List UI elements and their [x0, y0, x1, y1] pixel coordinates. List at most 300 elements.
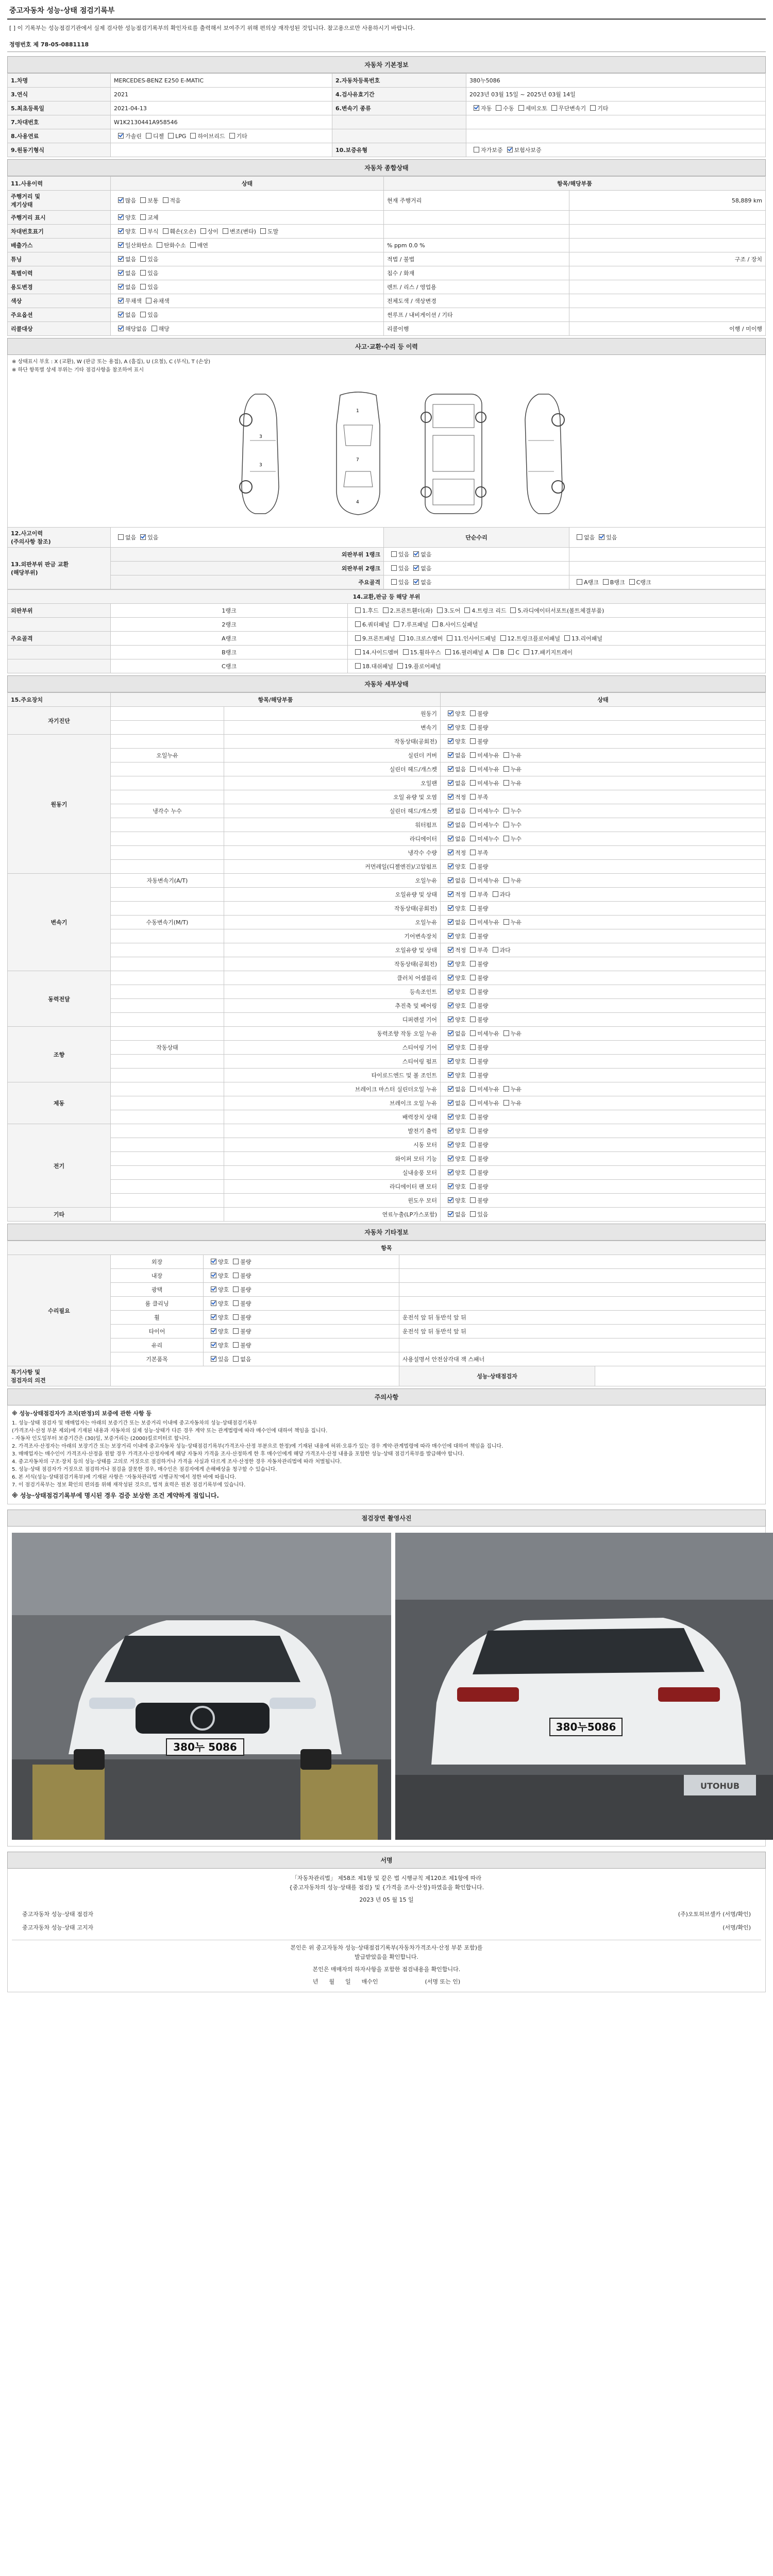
checkbox-label: 과다 [499, 891, 511, 898]
checkbox[interactable] [397, 663, 403, 669]
checkbox[interactable] [432, 621, 438, 627]
checkbox[interactable] [448, 989, 453, 994]
basic-label-2: 4.검사유효기간 [332, 88, 466, 101]
detail-subgroup [111, 1055, 224, 1069]
checkbox[interactable] [470, 961, 476, 967]
checkbox-label: 적음 [170, 197, 181, 204]
svg-text:3: 3 [259, 434, 262, 439]
checkbox[interactable] [355, 663, 361, 669]
checkbox-label: 있음 [398, 565, 410, 572]
detail-subgroup [111, 790, 224, 804]
checkbox[interactable] [448, 947, 453, 953]
detail-subgroup [111, 1194, 224, 1208]
checkbox[interactable] [448, 1086, 453, 1092]
outer-rank-grades [569, 575, 766, 589]
checkbox-label: 있음 [147, 270, 159, 277]
checkbox[interactable] [445, 649, 451, 655]
checkbox[interactable] [470, 933, 476, 939]
detail-subgroup [111, 943, 224, 957]
other-state [204, 1352, 399, 1366]
checkbox[interactable] [448, 1044, 453, 1050]
checkbox[interactable] [470, 1156, 476, 1161]
checkbox[interactable] [157, 242, 162, 248]
checkbox[interactable] [413, 565, 419, 571]
detail-subgroup: 냉각수 누수 [111, 804, 224, 818]
checkbox-label: 18.대쉬패널 [362, 663, 393, 670]
detail-row [8, 1096, 766, 1110]
checkbox[interactable] [470, 1142, 476, 1147]
checkbox[interactable] [448, 1211, 453, 1217]
checkbox[interactable] [118, 270, 124, 276]
general-row [8, 211, 766, 225]
other-extra: 운전석 앞 뒤 동반석 앞 뒤 [399, 1311, 766, 1325]
checkbox[interactable] [503, 780, 509, 786]
checkbox-label: 15.휠하우스 [410, 649, 441, 656]
checkbox[interactable] [140, 312, 146, 317]
seller-label: 중고자동차 성능·상태 고지자 [22, 1924, 94, 1931]
general-row-note [384, 225, 569, 239]
detail-item: 시동 모터 [224, 1138, 441, 1152]
photo-front [12, 1533, 391, 1840]
checkbox[interactable] [448, 1072, 453, 1078]
checkbox[interactable] [448, 1100, 453, 1106]
checkbox[interactable] [629, 579, 635, 585]
detail-subgroup [111, 999, 224, 1013]
checkbox[interactable] [507, 147, 513, 152]
detail-state [441, 1013, 766, 1027]
detail-group: 변속기 [8, 874, 111, 971]
checkbox[interactable] [524, 649, 529, 655]
checkbox[interactable] [470, 919, 476, 925]
checkbox[interactable] [118, 284, 124, 290]
checkbox[interactable] [464, 607, 470, 613]
other-state [204, 1255, 399, 1269]
checkbox[interactable] [140, 197, 146, 203]
checkbox[interactable] [448, 780, 453, 786]
checkbox[interactable] [383, 607, 389, 613]
basic-label-2: 6.변속기 종류 [332, 101, 466, 115]
checkbox[interactable] [260, 228, 266, 234]
checkbox-label: 양호 [455, 975, 466, 981]
basic-label: 9.원동기형식 [8, 143, 111, 157]
checkbox[interactable] [448, 1197, 453, 1203]
checkbox[interactable] [470, 1003, 476, 1008]
checkbox[interactable] [118, 242, 124, 248]
checkbox[interactable] [448, 850, 453, 855]
checkbox[interactable] [448, 822, 453, 827]
detail-row [8, 721, 766, 735]
checkbox[interactable] [140, 228, 146, 234]
outer-rank-label: 주요골격 [111, 575, 384, 589]
checkbox[interactable] [518, 105, 524, 111]
checkbox[interactable] [233, 1314, 239, 1320]
checkbox[interactable] [437, 607, 443, 613]
checkbox[interactable] [448, 1114, 453, 1120]
checkbox-label: 없음 [421, 565, 432, 572]
checkbox[interactable] [470, 1128, 476, 1133]
checkbox[interactable] [503, 808, 509, 814]
checkbox-label: 불량 [477, 975, 489, 981]
checkbox[interactable] [470, 724, 476, 730]
checkbox[interactable] [211, 1259, 216, 1264]
checkbox[interactable] [448, 863, 453, 869]
checkbox[interactable] [503, 877, 509, 883]
checkbox[interactable] [448, 794, 453, 800]
checkbox[interactable] [470, 1170, 476, 1175]
outer-rank-row [8, 548, 766, 562]
checkbox[interactable] [118, 228, 124, 234]
checkbox[interactable] [118, 214, 124, 220]
checkbox[interactable] [503, 1086, 509, 1092]
checkbox[interactable] [448, 919, 453, 925]
opinion-value [111, 1366, 399, 1386]
basic-label-2 [332, 115, 466, 129]
checkbox[interactable] [474, 147, 479, 152]
checkbox-label: 양호 [455, 1197, 466, 1204]
checkbox-label: 미세누유 [477, 780, 499, 787]
checkbox[interactable] [448, 738, 453, 744]
checkbox[interactable] [448, 1003, 453, 1008]
checkbox-label: 누유 [510, 1086, 522, 1093]
checkbox[interactable] [448, 1030, 453, 1036]
general-state-table [7, 176, 766, 336]
legend-line-1: ※ 상태표시 부호 : X (교환), W (판금 또는 용접), A (흠집), U (요철), C (부식), T (손상) [12, 359, 211, 365]
checkbox[interactable] [577, 534, 582, 540]
detail-item: 추진축 및 베어링 [224, 999, 441, 1013]
checkbox[interactable] [564, 635, 570, 641]
checkbox-label: 없음 [421, 579, 432, 586]
checkbox[interactable] [470, 752, 476, 758]
checkbox-label: 미세누유 [477, 1030, 499, 1037]
detail-subgroup [111, 721, 224, 735]
outer-rank-grades [569, 548, 766, 562]
checkbox[interactable] [448, 724, 453, 730]
checkbox[interactable] [448, 1016, 453, 1022]
checkbox[interactable] [474, 105, 479, 111]
checkbox[interactable] [470, 822, 476, 827]
checkbox-label: 양호 [455, 724, 466, 731]
checkbox[interactable] [470, 1183, 476, 1189]
checkbox[interactable] [146, 133, 152, 139]
general-row [8, 239, 766, 252]
checkbox[interactable] [233, 1286, 239, 1292]
checkbox[interactable] [448, 961, 453, 967]
checkbox-label: 있음 [477, 1211, 489, 1218]
detail-row [8, 1082, 766, 1096]
detail-subgroup: 수동변속기(M/T) [111, 916, 224, 929]
checkbox[interactable] [448, 877, 453, 883]
checkbox[interactable] [470, 975, 476, 980]
checkbox[interactable] [448, 891, 453, 897]
checkbox-label: 불량 [240, 1273, 251, 1279]
checkbox[interactable] [470, 905, 476, 911]
checkbox-label: 없음 [125, 534, 137, 541]
parts-group [8, 659, 111, 673]
checkbox[interactable] [211, 1342, 216, 1348]
checkbox[interactable] [118, 133, 124, 139]
other-state [204, 1283, 399, 1297]
checkbox[interactable] [470, 1100, 476, 1106]
checkbox[interactable] [211, 1356, 216, 1362]
checkbox[interactable] [470, 1114, 476, 1120]
checkbox[interactable] [118, 298, 124, 303]
checkbox[interactable] [470, 738, 476, 744]
checkbox-label: 누유 [510, 752, 522, 759]
checkbox[interactable] [503, 766, 509, 772]
detail-state [441, 999, 766, 1013]
general-row-note: 렌트 / 리스 / 영업용 [384, 280, 569, 294]
checkbox[interactable] [140, 214, 146, 220]
section-basic-header: 자동차 기본정보 [7, 56, 766, 73]
checkbox[interactable] [355, 635, 361, 641]
checkbox-label: 양호 [455, 863, 466, 870]
general-row [8, 191, 766, 211]
detail-row [8, 804, 766, 818]
checkbox-label: 4.트렁크 리드 [472, 607, 507, 614]
checkbox[interactable] [577, 579, 582, 585]
checkbox-label: 양호 [455, 1003, 466, 1009]
checkbox[interactable] [140, 270, 146, 276]
checkbox[interactable] [211, 1273, 216, 1278]
car-rear-photo [395, 1533, 773, 1840]
detail-row [8, 1124, 766, 1138]
other-state [204, 1338, 399, 1352]
detail-row [8, 1194, 766, 1208]
checkbox[interactable] [503, 1100, 509, 1106]
parts-group: 주요골격 [8, 632, 111, 646]
checkbox[interactable] [448, 752, 453, 758]
parts-head-row [8, 590, 766, 604]
checkbox[interactable] [140, 256, 146, 262]
checkbox[interactable] [470, 863, 476, 869]
opinion-label: 특기사항 및 점검자의 의견 [8, 1366, 111, 1386]
basic-label: 5.최초등록일 [8, 101, 111, 115]
general-row-label: 특별이력 [8, 266, 111, 280]
car-diagram-area [7, 378, 766, 527]
state-label: 성능·상태점검자 [399, 1366, 595, 1386]
general-row-state [111, 322, 384, 336]
checkbox-label: 양호 [218, 1259, 229, 1265]
checkbox[interactable] [493, 947, 498, 953]
checkbox[interactable] [448, 1142, 453, 1147]
checkbox[interactable] [229, 133, 235, 139]
checkbox[interactable] [510, 607, 516, 613]
checkbox-label: 1.후드 [362, 607, 379, 614]
checkbox[interactable] [233, 1342, 239, 1348]
checkbox[interactable] [503, 752, 509, 758]
checkbox[interactable] [447, 635, 452, 641]
checkbox[interactable] [503, 919, 509, 925]
outer-rank-label: 외판부위 2랭크 [111, 562, 384, 575]
checkbox[interactable] [140, 534, 146, 540]
checkbox-label: 없음 [455, 752, 466, 759]
checkbox[interactable] [470, 766, 476, 772]
checkbox[interactable] [470, 1030, 476, 1036]
checkbox[interactable] [448, 933, 453, 939]
checkbox[interactable] [118, 312, 124, 317]
checkbox[interactable] [448, 766, 453, 772]
checkbox[interactable] [493, 891, 498, 897]
checkbox[interactable] [448, 710, 453, 716]
general-row-state [111, 225, 384, 239]
detail-state [441, 832, 766, 846]
checkbox[interactable] [399, 635, 405, 641]
checkbox[interactable] [448, 1170, 453, 1175]
checkbox[interactable] [599, 534, 604, 540]
registration-number-label: 정령번호 제 [9, 41, 39, 48]
basic-label-2 [332, 129, 466, 143]
general-row-note: % ppm 0.0 % [384, 239, 569, 252]
checkbox[interactable] [470, 947, 476, 953]
checkbox[interactable] [500, 635, 506, 641]
checkbox[interactable] [118, 534, 124, 540]
checkbox[interactable] [190, 133, 196, 139]
checkbox[interactable] [470, 836, 476, 841]
basic-value-2 [466, 101, 766, 115]
general-row-label: 주행거리 및 계기상태 [8, 191, 111, 211]
checkbox[interactable] [394, 621, 399, 627]
checkbox[interactable] [448, 1128, 453, 1133]
checkbox[interactable] [448, 836, 453, 841]
checkbox[interactable] [448, 1058, 453, 1064]
checkbox[interactable] [496, 105, 501, 111]
detail-state [441, 721, 766, 735]
parts-title: 14.교환,판금 등 해당 부위 [8, 590, 766, 604]
detail-group: 원동기 [8, 735, 111, 874]
checkbox[interactable] [403, 649, 409, 655]
checkbox[interactable] [551, 105, 557, 111]
general-row-note [384, 211, 569, 225]
checkbox[interactable] [470, 710, 476, 716]
checkbox[interactable] [470, 794, 476, 800]
general-row-state [111, 308, 384, 322]
checkbox[interactable] [152, 326, 157, 331]
detail-state [441, 1124, 766, 1138]
checkbox[interactable] [470, 780, 476, 786]
checkbox[interactable] [391, 551, 397, 557]
checkbox[interactable] [118, 326, 124, 331]
checkbox[interactable] [355, 649, 361, 655]
checkbox[interactable] [508, 649, 514, 655]
checkbox[interactable] [140, 284, 146, 290]
checkbox-label: 무채색 [125, 298, 142, 304]
checkbox[interactable] [470, 850, 476, 855]
detail-group: 자기진단 [8, 707, 111, 735]
checkbox[interactable] [503, 836, 509, 841]
checkbox[interactable] [470, 1058, 476, 1064]
general-row-value [569, 211, 766, 225]
checkbox[interactable] [448, 808, 453, 814]
checkbox[interactable] [413, 579, 419, 585]
checkbox[interactable] [470, 877, 476, 883]
accident-label: 12.사고이력 (주의사항 참조) [8, 528, 111, 548]
checkbox[interactable] [391, 565, 397, 571]
basic-label: 8.사용연료 [8, 129, 111, 143]
checkbox[interactable] [233, 1328, 239, 1334]
checkbox-label: 하이브리드 [197, 133, 225, 140]
receipt-line-2: 발급받았음을 확인합니다. [355, 1954, 418, 1960]
detail-row [8, 1027, 766, 1041]
checkbox[interactable] [448, 1156, 453, 1161]
checkbox[interactable] [163, 197, 169, 203]
checkbox[interactable] [470, 1086, 476, 1092]
checkbox-label: 불량 [240, 1259, 251, 1265]
checkbox[interactable] [391, 579, 397, 585]
checkbox[interactable] [470, 1044, 476, 1050]
checkbox[interactable] [470, 1211, 476, 1217]
parts-rank: A랭크 [111, 632, 348, 646]
checkbox[interactable] [503, 822, 509, 827]
checkbox[interactable] [233, 1259, 239, 1264]
detail-subgroup [111, 1180, 224, 1194]
checkbox[interactable] [503, 1030, 509, 1036]
checkbox[interactable] [448, 975, 453, 980]
checkbox[interactable] [223, 228, 228, 234]
general-row-label: 리콜대상 [8, 322, 111, 336]
checkbox[interactable] [211, 1328, 216, 1334]
detail-item: 기어변속장치 [224, 929, 441, 943]
checkbox-label: 부족 [477, 947, 489, 954]
checkbox-label: 부족 [477, 794, 489, 801]
other-info-table [7, 1241, 766, 1386]
checkbox[interactable] [355, 607, 361, 613]
checkbox[interactable] [211, 1314, 216, 1320]
checkbox[interactable] [146, 298, 152, 303]
checkbox[interactable] [233, 1300, 239, 1306]
checkbox[interactable] [470, 891, 476, 897]
detail-item: 작동상태(공회전) [224, 957, 441, 971]
checkbox-label: 없음 [455, 877, 466, 884]
checkbox[interactable] [168, 133, 174, 139]
checkbox[interactable] [190, 242, 196, 248]
checkbox[interactable] [448, 1183, 453, 1189]
checkbox[interactable] [355, 621, 361, 627]
basic-value-2 [466, 115, 766, 129]
detail-group: 기타 [8, 1208, 111, 1222]
checkbox[interactable] [200, 228, 206, 234]
checkbox[interactable] [413, 551, 419, 557]
checkbox[interactable] [470, 1197, 476, 1203]
outer-rank-state [384, 562, 569, 575]
checkbox-label: 무단변속기 [559, 105, 586, 112]
checkbox[interactable] [118, 256, 124, 262]
checkbox[interactable] [211, 1300, 216, 1306]
checkbox[interactable] [590, 105, 596, 111]
checkbox[interactable] [448, 905, 453, 911]
checkbox[interactable] [470, 808, 476, 814]
checkbox-label: A랭크 [584, 579, 599, 586]
checkbox[interactable] [233, 1273, 239, 1278]
checkbox[interactable] [493, 649, 499, 655]
checkbox-label: 불량 [240, 1314, 251, 1321]
checkbox[interactable] [470, 1072, 476, 1078]
checkbox[interactable] [233, 1356, 239, 1362]
checkbox-label: 부족 [477, 891, 489, 898]
checkbox[interactable] [603, 579, 609, 585]
checkbox-label: 불량 [477, 1128, 489, 1134]
basic-value-2: 380누5086 [466, 74, 766, 88]
basic-value-2: 2023년 03월 15일 ~ 2025년 03월 14일 [466, 88, 766, 101]
checkbox[interactable] [470, 1016, 476, 1022]
detail-item: 실내송풍 모터 [224, 1166, 441, 1180]
checkbox[interactable] [163, 228, 169, 234]
basic-row [8, 74, 766, 88]
checkbox[interactable] [211, 1286, 216, 1292]
detail-state [441, 860, 766, 874]
checkbox[interactable] [118, 197, 124, 203]
checkbox[interactable] [470, 989, 476, 994]
checkbox-label: 불량 [477, 863, 489, 870]
